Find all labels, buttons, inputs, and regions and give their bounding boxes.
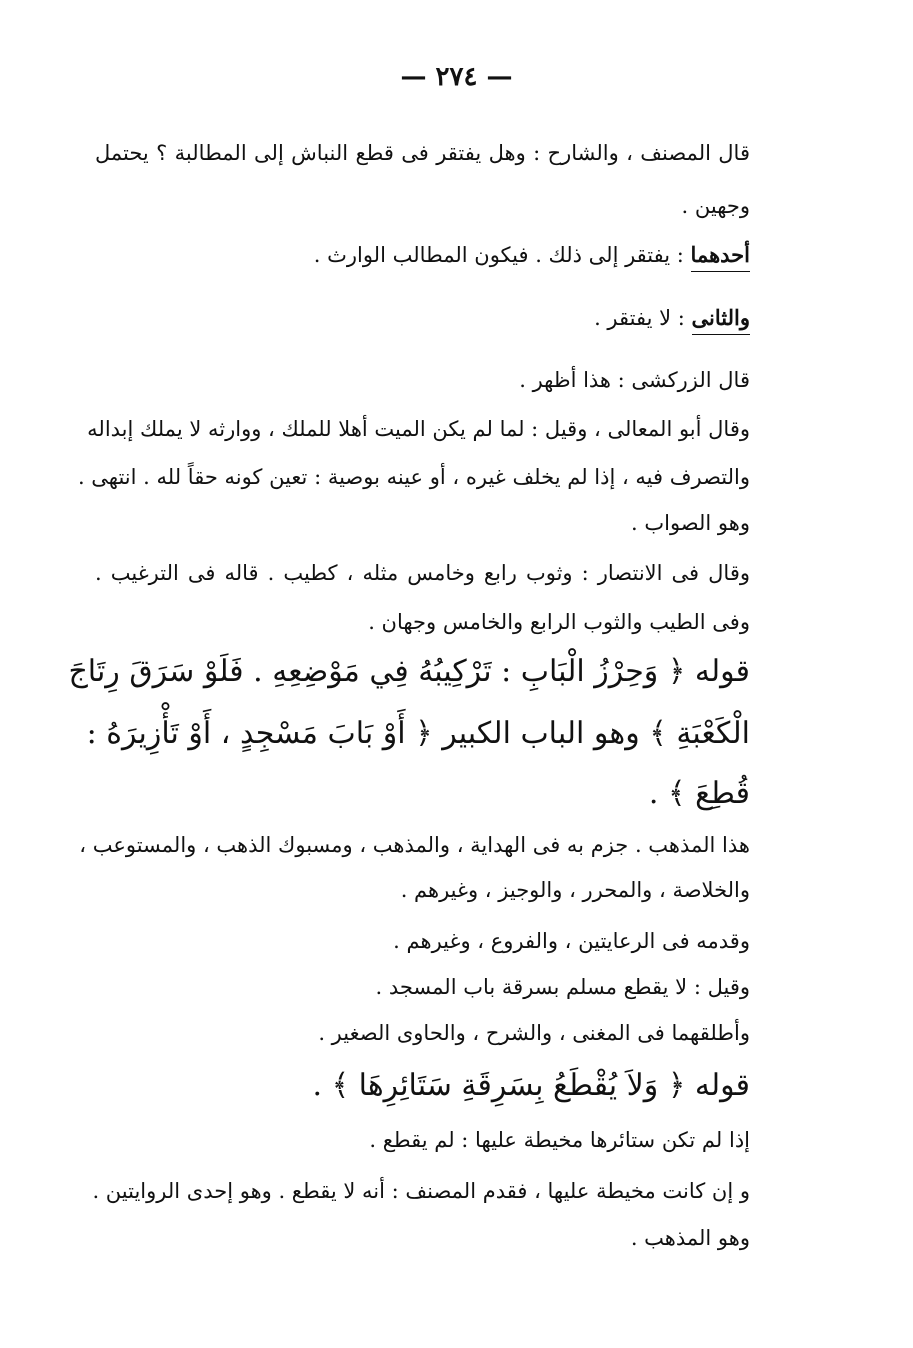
- text-line: و إن كانت مخيطة عليها ، فقدم المصنف : أنه لا يقطع . وهو إحدى الروايتين .: [92, 1179, 750, 1203]
- quoted-text-line: الْكَعْبَةِ ﴾ وهو الباب الكبير ﴿ أَوْ بَابَ مَسْجِدٍ ، أَوْ تَأْزِيرَهُ :: [86, 716, 750, 751]
- text-line: وأطلقهما فى المغنى ، والشرح ، والحاوى الصغير .: [318, 1021, 750, 1045]
- text-line: وهو الصواب .: [631, 511, 750, 535]
- text-span: : لا يفتقر .: [594, 306, 685, 330]
- text-line: وفى الطيب والثوب الرابع والخامس وجهان .: [368, 610, 750, 634]
- text-line: والخلاصة ، والمحرر ، والوجيز ، وغيرهم .: [400, 878, 750, 902]
- text-line: وقال أبو المعالى ، وقيل : لما لم يكن الميت أهلا للملك ، ووارثه لا يملك إبداله: [87, 417, 750, 441]
- text-line: وهو المذهب .: [630, 1226, 750, 1250]
- heading-line: [314, 240, 750, 270]
- text-line: وقال فى الانتصار : وثوب رابع وخامس مثله ، كطيب . قاله فى الترغيب .: [95, 561, 750, 585]
- quoted-text-line: قُطِعَ ﴾ .: [648, 776, 750, 811]
- page-number: — ٢٧٤ —: [400, 62, 513, 92]
- heading-line: [594, 303, 750, 333]
- text-line: وقدمه فى الرعايتين ، والفروع ، وغيرهم .: [393, 929, 750, 953]
- text-line: والتصرف فيه ، إذا لم يخلف غيره ، أو عينه بوصية : تعين كونه حقاً لله . انتهى .: [77, 465, 750, 489]
- text-span: : يفتقر إلى ذلك . فيكون المطالب الوارث .: [313, 243, 684, 267]
- section-heading-first: أحدهما: [691, 242, 750, 272]
- text-line: إذا لم تكن ستائرها مخيطة عليها : لم يقطع .: [369, 1128, 750, 1152]
- text-line: هذا المذهب . جزم به فى الهداية ، والمذهب ، ومسبوك الذهب ، والمستوعب ،: [79, 833, 750, 857]
- text-line: قال الزركشى : هذا أظهر .: [519, 368, 750, 392]
- text-line: وجهين .: [681, 194, 750, 218]
- quoted-text-line: قوله ﴿ وَحِرْزُ الْبَابِ : تَرْكِيبُهُ فِي مَوْضِعِهِ . فَلَوْ سَرَقَ رِتَاجَ: [68, 654, 750, 689]
- text-line: قال المصنف ، والشارح : وهل يفتقر فى قطع النباش إلى المطالبة ؟ يحتمل: [95, 141, 750, 165]
- text-line: وقيل : لا يقطع مسلم بسرقة باب المسجد .: [375, 975, 750, 999]
- quoted-text-line: قوله ﴿ وَلاَ يُقْطَعُ بِسَرِقَةِ سَتَائِرِهَا ﴾ .: [312, 1068, 750, 1103]
- section-heading-second: والثانى: [692, 305, 750, 335]
